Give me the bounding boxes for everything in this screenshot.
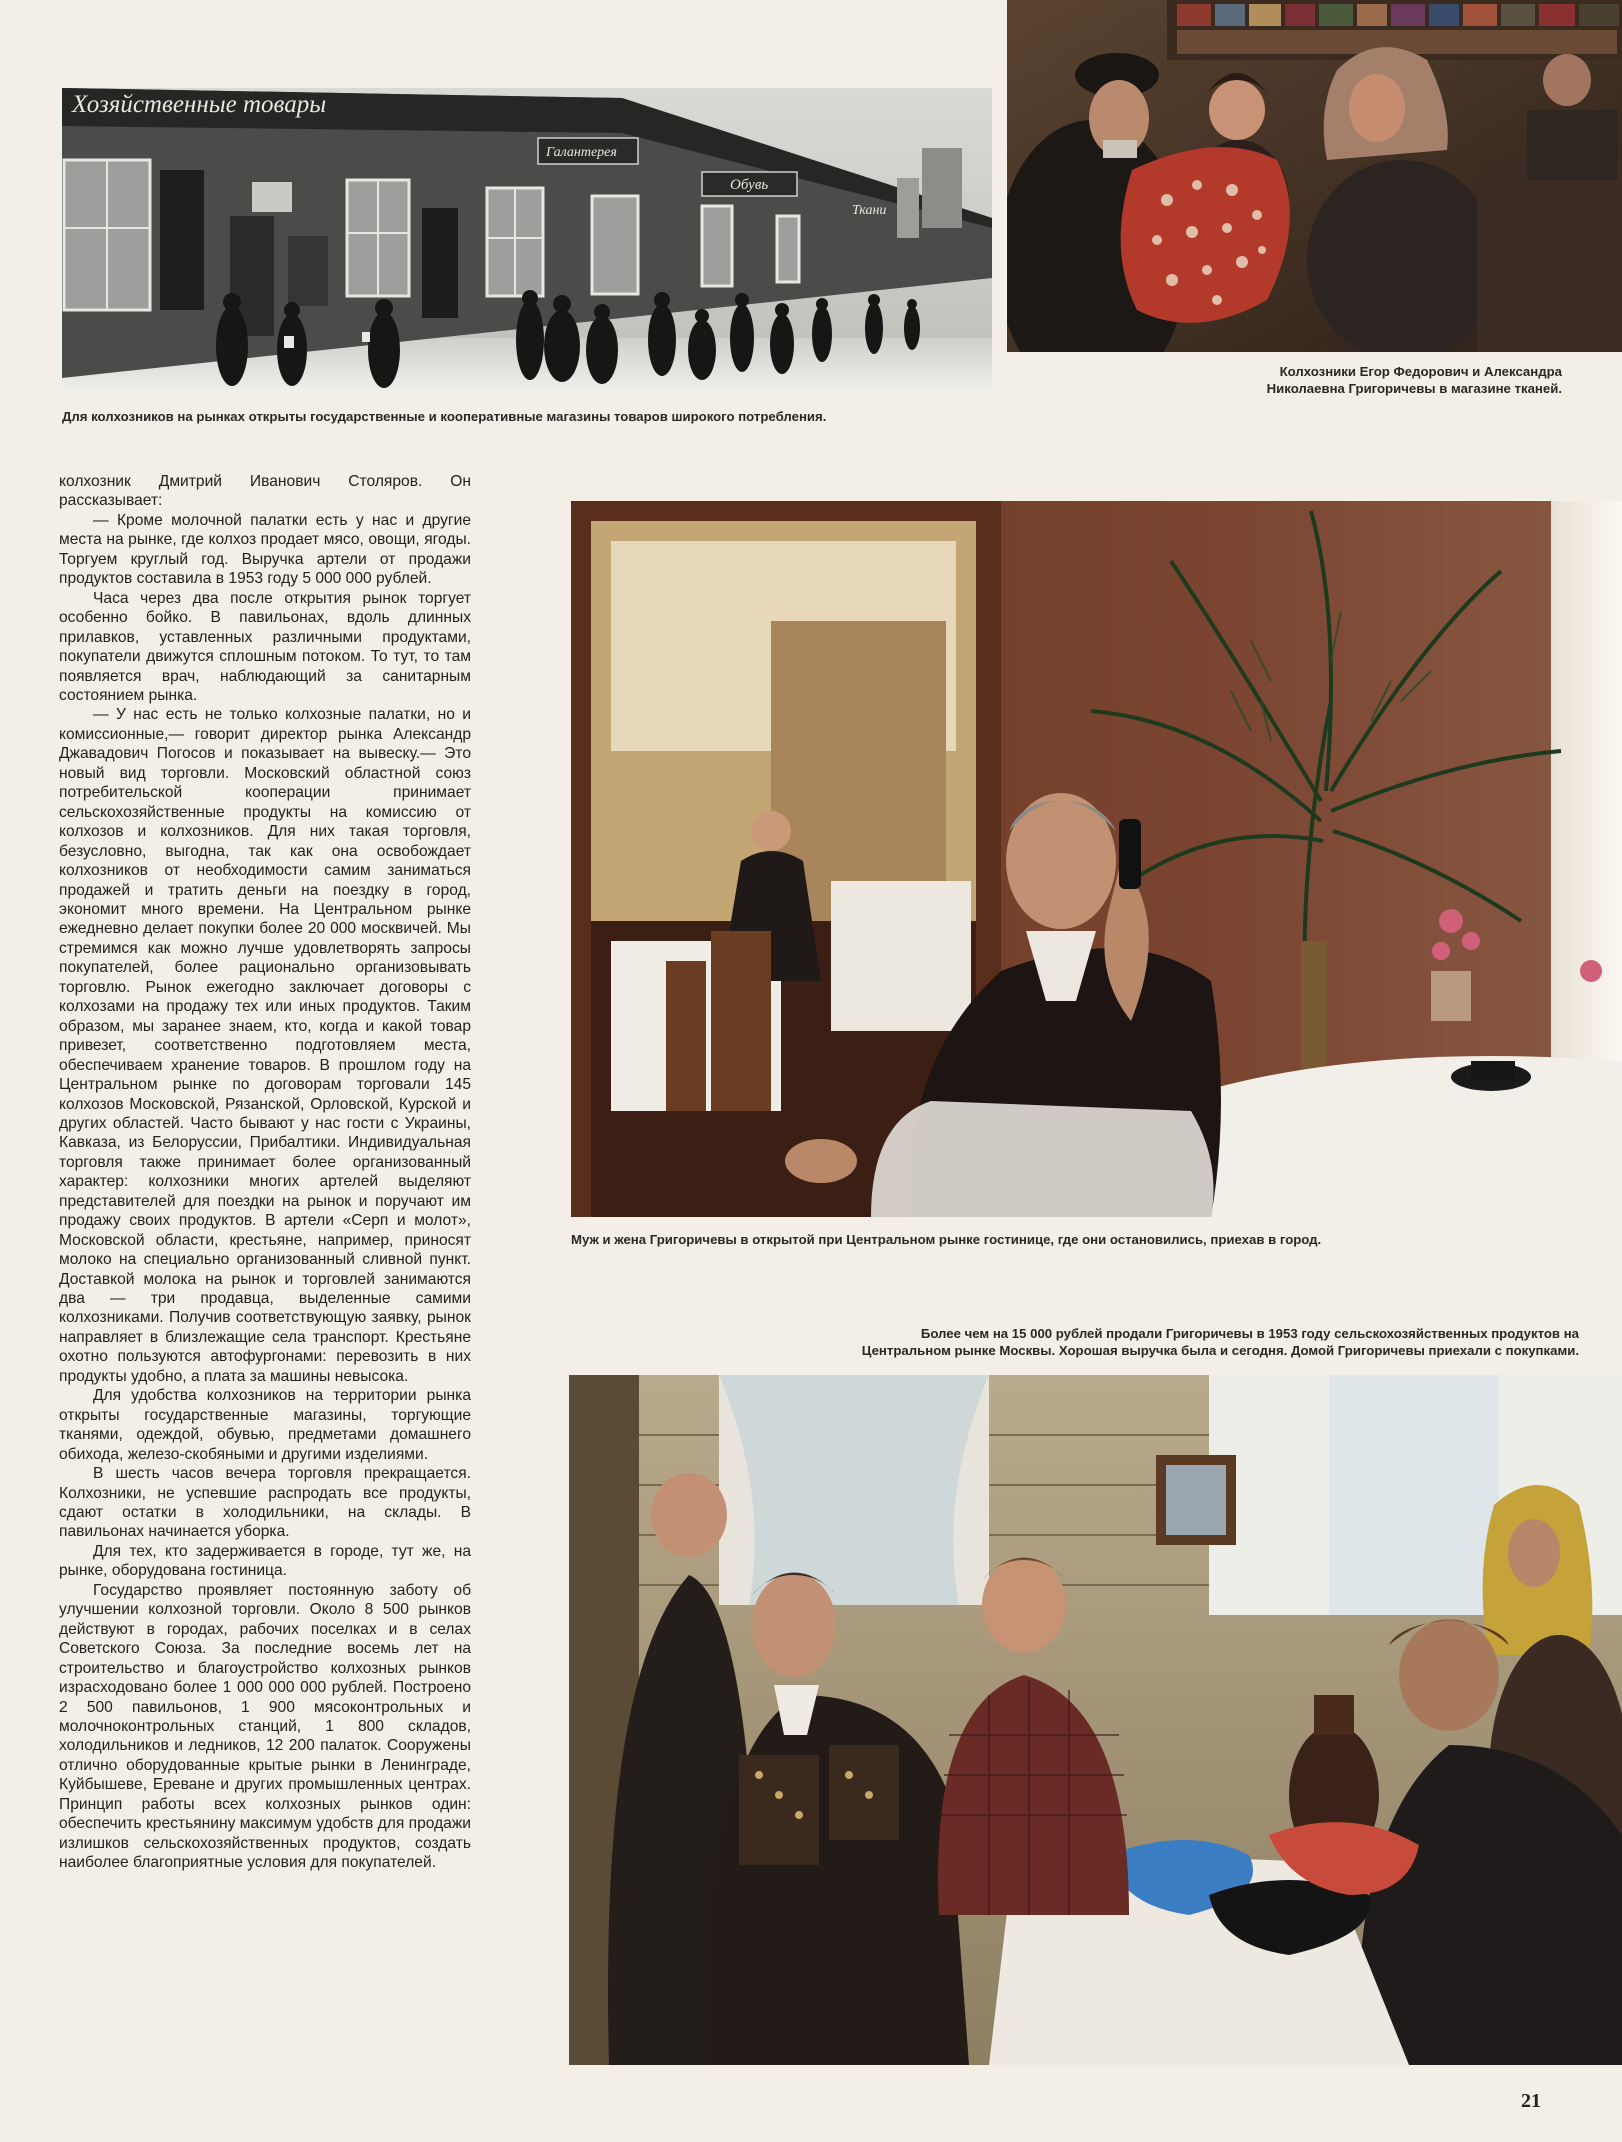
market-street-photo: [62, 88, 992, 394]
home-caption: [571, 1325, 1579, 1359]
fabric-store-caption: [1007, 363, 1562, 397]
fabric-store-caption-line2: Николаевна Григоричевы в магазине тканей.: [1266, 381, 1562, 396]
page-number: 21: [1521, 2090, 1541, 2112]
article-paragraph: Для тех, кто задерживается в городе, тут же, на рынке, оборудована гостиница.: [59, 1542, 471, 1580]
article-paragraph: Часа через два после открытия рынок торгует особенно бойко. В павильонах, вдоль длинных прилавков, уставленных различными продуктами, покупатели движутся сплошным потоком. То тут, то там появляется врач, наблюдающий за санитарным состоянием рынка.: [59, 589, 471, 704]
article-paragraph: — У нас есть не только колхозные палатки, но и комиссионные,— говорит директор рынка Александр Джавадович Погосов и показывает на вывеску.— Это новый вид торговли. Московский областной союз потребительской кооперации принимает сельскохозяйственные продукты на комиссию от колхозов и колхозников. Для них такая торговля, безусловно, выгодна, так как она освобождает колхозников от необходимости самим заниматься продажей и тратить деньги на поездку в город, экономит много времени. На Центральном рынке ежедневно делает покупки более 20 000 москвичей. Мы стремимся как можно лучше удовлетворять запросы покупателей, более рационально организовывать торговлю. Рынок ежегодно заключает договоры с колхозами на продажу тех или иных продуктов. Таким образом, мы заранее знаем, кто, когда и какой товар привезет, соответственно подготовляем места, обеспечиваем хранение товаров. В прошлом году на Центральном рынке по договорам торговали 145 колхозов Московской, Рязанской, Орловской, Курской и других областей. Часто бывают у нас гости с Украины, Кавказа, из Белоруссии, Прибалтики. Индивидуальная торговля также принимает более организованный характер: колхозники многих артелей выделяют представителей для поездки на рынок и поручают им продажу своих продуктов. В артели «Серп и молот», Московской области, крестьяне, например, приносят молоко на специально организованный сливной пункт. Доставкой молока на рынок и торговлей занимаются два — три продавца, выделенные самими колхозниками. Получив соответствующую заявку, рынок направляет в близлежащие села транспорт. Крестьяне охотно пользуются автофургонами: перевозить в них продукты удобно, а плата за машины невысока.: [59, 706, 471, 1385]
sign-shoes: Обувь: [730, 177, 769, 193]
sign-haberdashery: Галантерея: [546, 145, 617, 160]
hotel-caption: Муж и жена Григоричевы в открытой при Центральном рынке гостинице, где они остановились, приехав в город.: [571, 1232, 1322, 1247]
article-paragraph: — Кроме молочной палатки есть у нас и другие места на рынке, где колхоз продает мясо, овощи, ягоды. Торгуем круглый год. Выручка артели от продажи продуктов составила в 1953 году 5 000 000 рублей.: [59, 511, 471, 588]
hotel-photo: [571, 501, 1622, 1217]
sign-fabrics: Ткани: [852, 203, 887, 218]
article-text: [59, 472, 471, 1873]
article-paragraph: Государство проявляет постоянную заботу об улучшении колхозной торговли. Около 8 500 рынков действуют в городах, рабочих поселках и в селах Советского Союза. За последние восемь лет на строительство и благоустройство колхозных рынков израсходовано более 1 000 000 000 рублей. Построено 2 500 павильонов, 1 900 мясоконтрольных и молочноконтрольных станций, 1 800 складов, холодильников и ледников, 12 200 палаток. Сооружены отлично оборудованные крытые рынки в Ленинграде, Куйбышеве, Ереване и других промышленных центрах. Принцип работы всех колхозных рынков один: обеспечить крестьянину максимум удобств для продажи излишков сельскохозяйственных продуктов, создать наиболее благоприятные условия для покупателей.: [59, 1581, 471, 1872]
fabric-store-caption-line1: Колхозники Егор Федорович и Александра: [1279, 364, 1562, 379]
article-paragraph: В шесть часов вечера торговля прекращается. Колхозники, не успевшие распродать все продукты, сдают остатки в холодильники, на склады. В павильонах начинается уборка.: [59, 1465, 471, 1541]
home-caption-line2: Центральном рынке Москвы. Хорошая выручка была и сегодня. Домой Григоричевы приехали с покупками.: [861, 1343, 1579, 1358]
home-photo: [569, 1375, 1622, 2065]
article-paragraph: Для удобства колхозников на территории рынка открыты государственные магазины, торгующие тканями, одеждой, обувью, предметами домашнего обихода, железо-скобяными и другими изделиями.: [59, 1387, 471, 1463]
article-paragraph: колхозник Дмитрий Иванович Столяров. Он рассказывает:: [59, 473, 471, 510]
sign-household-goods: Хозяйственные товары: [72, 91, 327, 118]
market-street-caption: Для колхозников на рынках открыты государственные и кооперативные магазины товаров широкого потребления.: [62, 409, 827, 424]
home-caption-line1: Более чем на 15 000 рублей продали Григоричевы в 1953 году сельскохозяйственных продуктов на: [920, 1326, 1579, 1341]
fabric-store-photo: [1007, 0, 1622, 352]
